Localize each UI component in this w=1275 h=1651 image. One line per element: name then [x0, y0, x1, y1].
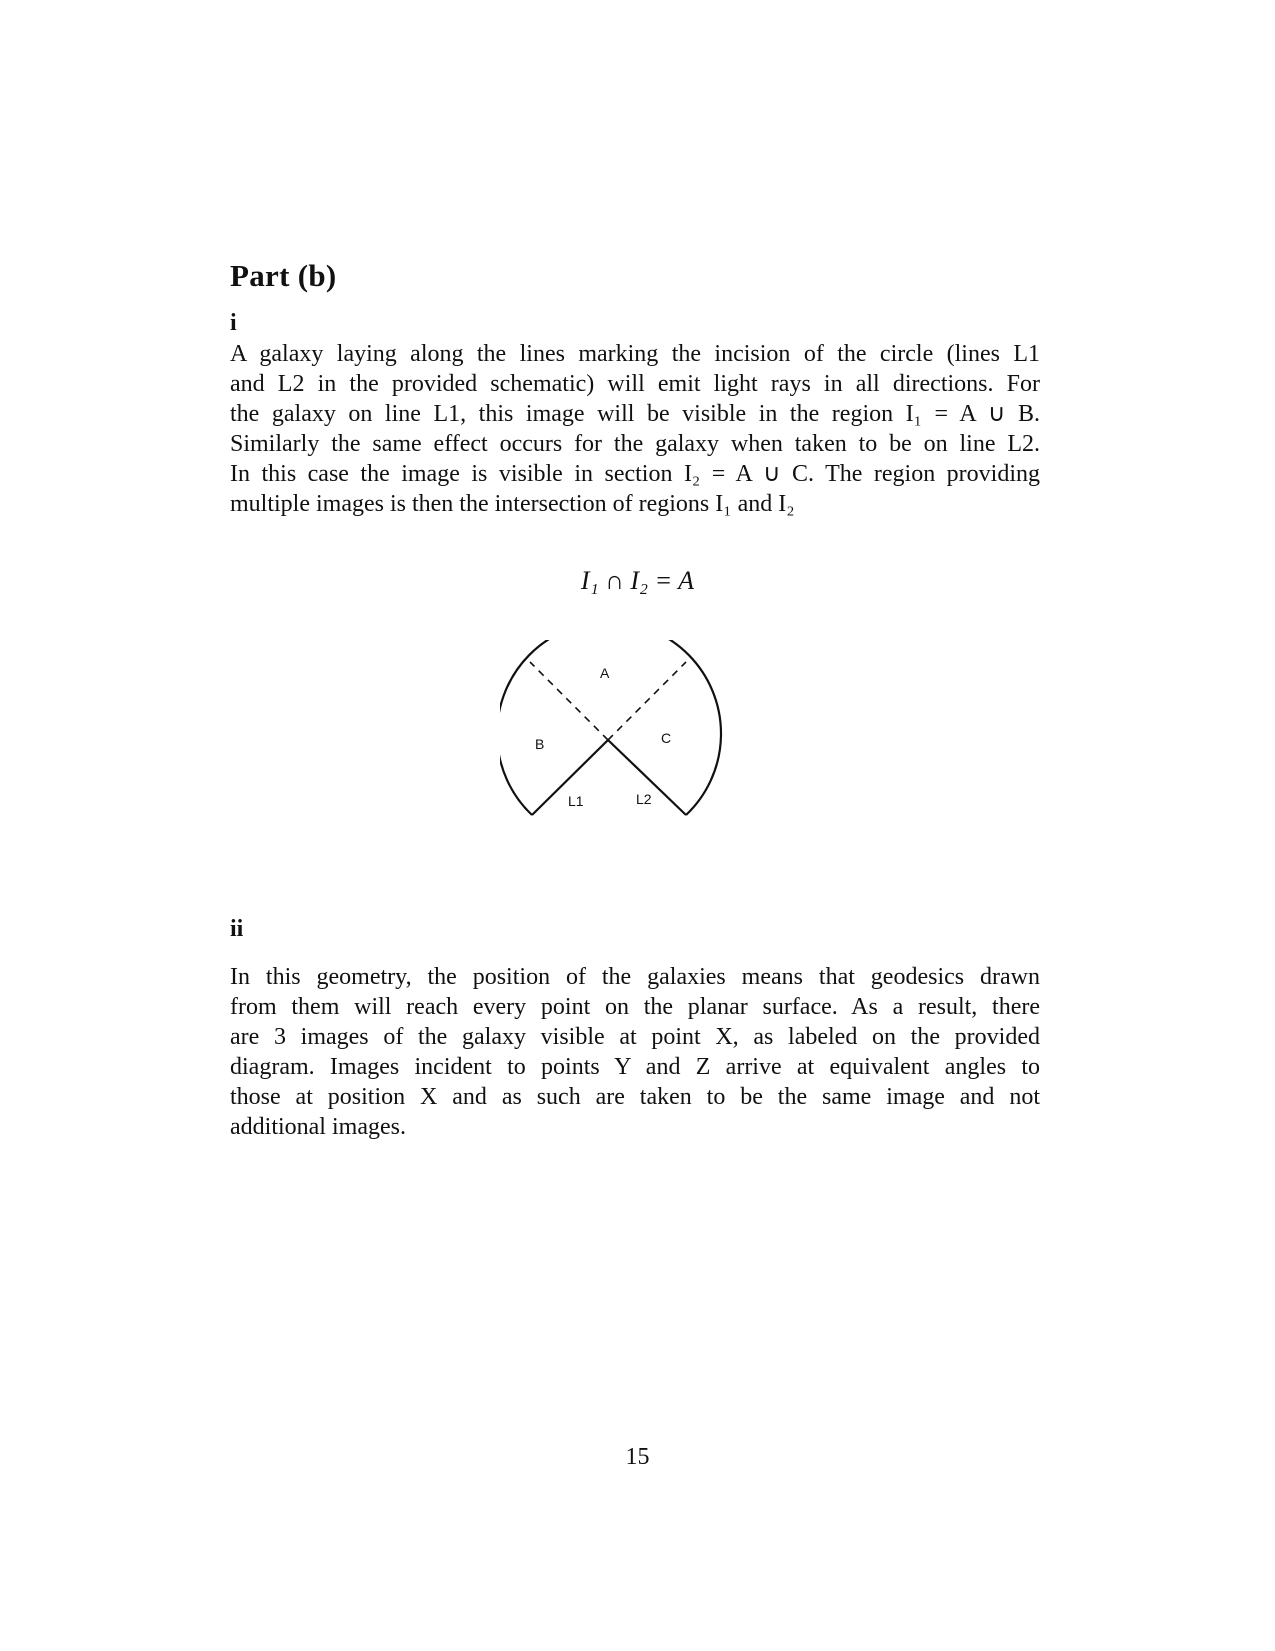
paragraph-line: multiple images is then the intersection of regions I₁ and I₂ [230, 491, 795, 517]
paragraph-line: A galaxy laying along the lines marking the incision of the circle (lines L1 [230, 341, 1040, 367]
paragraph-line: and L2 in the provided schematic) will emit light rays in all directions. For [230, 371, 1040, 397]
paragraph-line: Similarly the same effect occurs for the galaxy when taken to be on line L2. [230, 431, 1040, 457]
paragraph-ii [230, 962, 1040, 1142]
paragraph-line: from them will reach every point on the planar surface. As a result, there [230, 994, 1040, 1020]
paragraph-line: those at position X and as such are taken to be the same image and not [230, 1084, 1040, 1110]
line-label-l1: L1 [568, 793, 584, 809]
paragraph-line: additional images. [230, 1114, 406, 1140]
subsection-label-i: i [230, 310, 237, 336]
intersection-equation: I₁ ∩ I₂ = A [580, 566, 695, 595]
region-label-b: B [535, 736, 545, 752]
subsection-label-ii: ii [230, 916, 244, 942]
incised-circle-diagram [500, 640, 740, 850]
paragraph-i [230, 339, 1040, 519]
paragraph-line: In this case the image is visible in section I₂ = A ∪ C. The region providing [230, 461, 1040, 487]
dashed-boundary-right [608, 662, 686, 740]
paragraph-line: are 3 images of the galaxy visible at point X, as labeled on the provided [230, 1024, 1040, 1050]
paragraph-line: the galaxy on line L1, this image will be visible in the region I₁ = A ∪ B. [230, 401, 1040, 427]
region-label-a: A [600, 665, 610, 681]
line-label-l2: L2 [636, 791, 652, 807]
dashed-boundary-left [530, 662, 608, 740]
region-label-c: C [661, 730, 672, 746]
section-heading: Part (b) [230, 258, 337, 293]
paragraph-line: diagram. Images incident to points Y and Z arrive at equivalent angles to [230, 1054, 1040, 1080]
paragraph-line: In this geometry, the position of the galaxies means that geodesics drawn [230, 964, 1040, 990]
page-number: 15 [625, 1444, 650, 1470]
